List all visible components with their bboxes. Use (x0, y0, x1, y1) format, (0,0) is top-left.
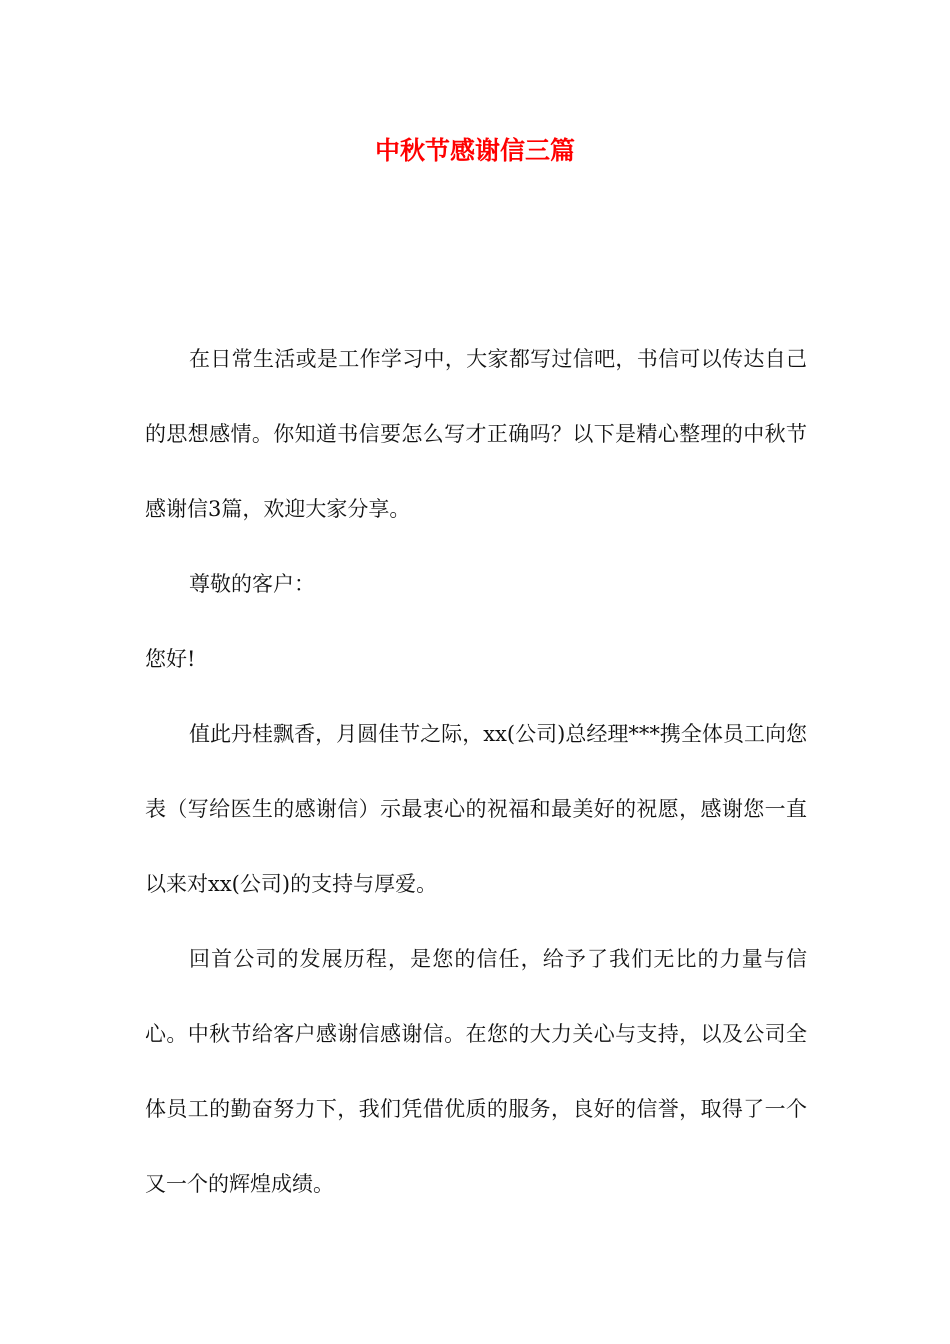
intro-paragraph: 在日常生活或是工作学习中，大家都写过信吧，书信可以传达自己的思想感情。你知道书信要怎么写才正确吗？以下是精心整理的中秋节感谢信3篇，欢迎大家分享。 (145, 347, 807, 521)
document-title: 中秋节感谢信三篇 (374, 136, 575, 165)
document-body (145, 322, 807, 1222)
body-paragraph-1: 值此丹桂飘香，月圆佳节之际，xx(公司)总经理***携全体员工向您表（写给医生的感谢信）示最衷心的祝福和最美好的祝愿，感谢您一直以来对xx(公司)的支持与厚爱。 (145, 722, 807, 896)
salutation: 尊敬的客户： (189, 572, 315, 596)
greeting: 您好! (145, 647, 196, 671)
body-paragraph-2: 回首公司的发展历程，是您的信任，给予了我们无比的力量与信心。中秋节给客户感谢信感谢信。在您的大力关心与支持，以及公司全体员工的勤奋努力下，我们凭借优质的服务，良好的信誉，取得了一个又一个的辉煌成绩。 (145, 947, 807, 1196)
